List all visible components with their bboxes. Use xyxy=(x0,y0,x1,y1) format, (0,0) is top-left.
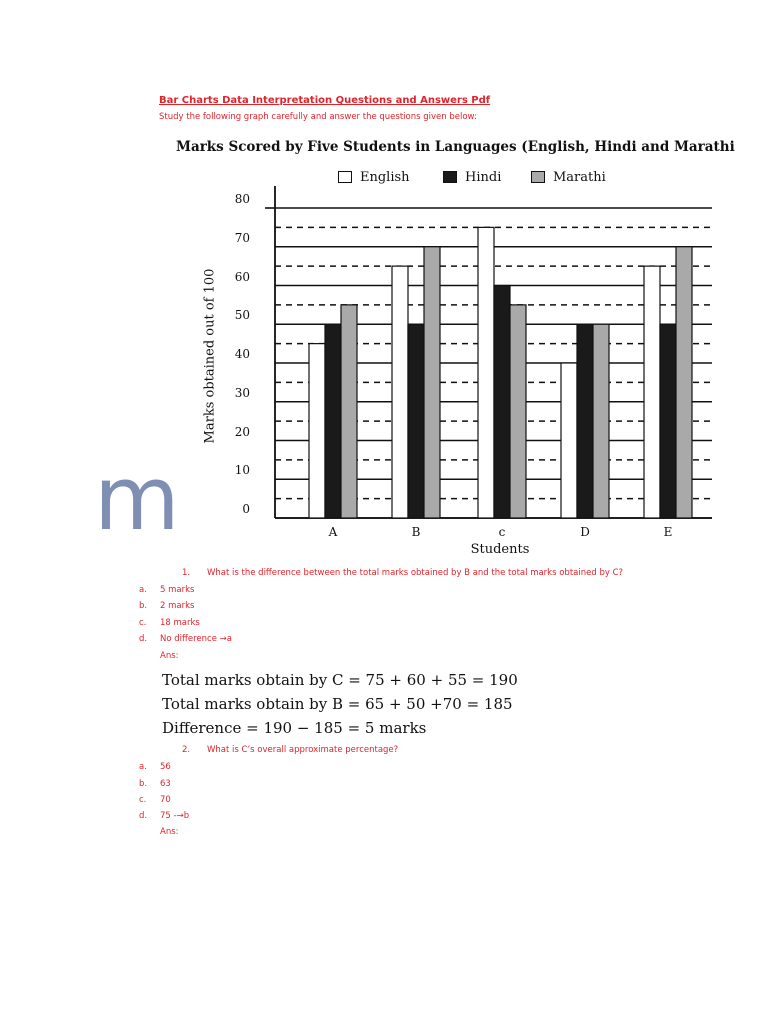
q2-option-c: 70 xyxy=(160,795,171,805)
bar-marathi-d xyxy=(593,324,609,518)
bar-marathi-b xyxy=(424,247,440,518)
y-axis-title: Marks obtained out of 100 xyxy=(202,268,218,444)
y-tick-label: 50 xyxy=(234,308,250,323)
q1-solution-line-1: Total marks obtain by C = 75 + 60 + 55 = 190 xyxy=(162,671,518,689)
q1-ans-label: Ans: xyxy=(160,651,179,661)
bar-hindi-a xyxy=(325,324,341,518)
question-2-number: 2. xyxy=(182,745,191,755)
q1-option-a: 5 marks xyxy=(160,585,195,595)
legend-label-hindi: Hindi xyxy=(465,169,502,185)
bar-marathi-e xyxy=(676,247,692,518)
legend-label-marathi: Marathi xyxy=(553,169,606,185)
bar-marathi-a xyxy=(341,305,357,518)
bar-english-a xyxy=(309,344,325,518)
q1-option-c: 18 marks xyxy=(160,618,200,628)
document-title: Bar Charts Data Interpretation Questions and Answers Pdf xyxy=(159,95,491,106)
q1-option-c-letter: c. xyxy=(139,618,147,628)
y-tick-label: 60 xyxy=(234,269,250,284)
q2-option-a-letter: a. xyxy=(139,762,147,772)
question-1-text: What is the difference between the total marks obtained by B and the total marks obtained by C? xyxy=(207,568,624,578)
q1-option-d-letter: d. xyxy=(139,634,148,644)
q2-option-d: 75 -→b xyxy=(160,811,190,821)
q2-option-d-letter: d. xyxy=(139,811,148,821)
q1-solution-line-2: Total marks obtain by B = 65 + 50 +70 = 185 xyxy=(162,695,513,713)
bar-hindi-b xyxy=(408,324,424,518)
x-axis-title: Students xyxy=(470,542,530,557)
y-tick-label: 20 xyxy=(234,424,250,439)
bar-hindi-e xyxy=(660,324,676,518)
q1-solution-line-3: Difference = 190 − 185 = 5 marks xyxy=(162,719,427,737)
bar-english-d xyxy=(561,363,577,518)
legend-label-english: English xyxy=(360,169,410,185)
y-tick-label: 40 xyxy=(234,347,250,361)
q1-option-a-letter: a. xyxy=(139,585,147,595)
logo-m: m xyxy=(94,447,180,550)
y-tick-label: 70 xyxy=(234,230,250,245)
y-tick-label: 80 xyxy=(234,192,250,206)
q1-option-b-letter: b. xyxy=(139,601,148,611)
q2-ans-label: Ans: xyxy=(160,827,179,837)
bar-english-c xyxy=(478,227,494,518)
x-tick-label: E xyxy=(663,525,673,539)
q2-option-b-letter: b. xyxy=(139,779,148,789)
q2-option-b: 63 xyxy=(160,779,171,789)
bar-english-b xyxy=(392,266,408,518)
x-tick-label: c xyxy=(498,525,506,539)
bar-marathi-c xyxy=(510,305,526,518)
question-2-text: What is C’s overall approximate percentage? xyxy=(207,745,399,755)
q2-option-c-letter: c. xyxy=(139,795,147,805)
q1-option-d: No difference →a xyxy=(160,634,232,644)
bar-english-e xyxy=(644,266,660,518)
y-tick-label: 10 xyxy=(234,463,250,478)
x-tick-label: D xyxy=(580,525,590,539)
x-tick-label: A xyxy=(328,525,338,539)
question-1-number: 1. xyxy=(182,568,191,578)
y-tick-label: 30 xyxy=(234,385,250,400)
chart-title: Marks Scored by Five Students in Languages (English, Hindi and Marathi xyxy=(176,139,735,155)
document-subtitle: Study the following graph carefully and answer the questions given below: xyxy=(159,112,477,122)
bar-hindi-d xyxy=(577,324,593,518)
bar-hindi-c xyxy=(494,286,510,519)
q1-option-b: 2 marks xyxy=(160,601,195,611)
x-tick-label: B xyxy=(411,525,421,539)
y-tick-label: 0 xyxy=(242,502,250,516)
q2-option-a: 56 xyxy=(160,762,171,772)
